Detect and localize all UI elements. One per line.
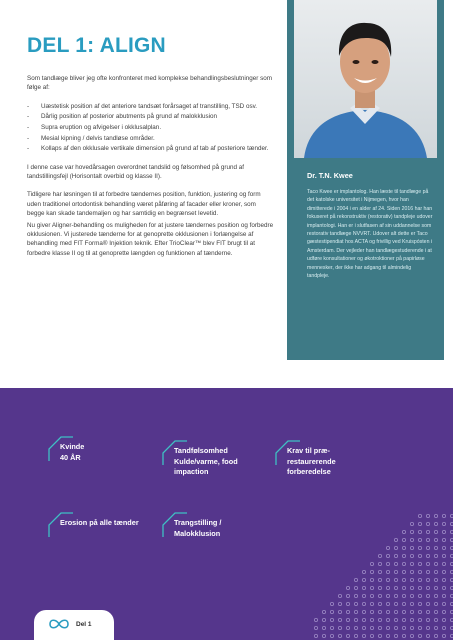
card-line: Kvinde	[60, 442, 85, 451]
card-line: Krav til præ-	[287, 446, 330, 455]
card-line: forberedelse	[287, 467, 331, 476]
list-item-text: Supra eruption og afvigelser i okklusalplan.	[41, 124, 162, 131]
case-card-crowding	[162, 518, 221, 539]
case-card-requirements	[275, 446, 336, 478]
infinity-logo-icon	[48, 618, 70, 630]
bracket-icon	[48, 436, 74, 462]
card-line: 40 ÅR	[60, 452, 81, 462]
intro-paragraph: Som tandlæge bliver jeg ofte konfronteret med komplekse behandlingsbeslutninger som følge af:	[27, 75, 273, 92]
author-sidebar	[287, 0, 444, 360]
author-bio: Taco Kwee er implantolog. Han læste til tandlæge på det katolske universitet i Nijmegen, hvor han dimitterede i 2004 i en alder af 24. Siden 2016 har han fokuseret på rekonstruktiv (restorativ) tandpleje udover implantologi. Han er i slutfasen af sin uddannelse som restorativ tandlæge NVVRT. Udover alt dette er Taco gæstestipendiat hos ACTA og frivillig ved Kruispósten i Amsterdam. Der vejleder han tandlægestuderende i at udføre konsultationer og økotroktioner på papirløse mennesker, der ikke har adgang til almindelig tandpleje.	[307, 189, 433, 280]
list-item: - Mesial kipning / delvis tandløse områder.	[27, 134, 155, 142]
main-text-column	[27, 74, 275, 267]
card-line: Malokklusion	[174, 528, 221, 538]
bracket-icon	[162, 512, 188, 538]
case-card-patient	[48, 442, 84, 463]
card-line: Erosion på alle tænder	[60, 518, 139, 527]
list-item: - Supra eruption og afvigelser i okklusalplan.	[27, 124, 162, 131]
card-line: Kulde/varme, food	[174, 456, 238, 466]
case-paragraph: I denne case var hovedårsagen overordnet tandslid og følsomhed på grund af tandstillingsfejl (Horisontalt overbid og klasse II).	[27, 163, 245, 180]
card-line: impaction	[174, 467, 209, 476]
case-card-erosion	[48, 518, 139, 529]
bracket-icon	[275, 440, 301, 466]
bracket-icon	[48, 512, 74, 538]
list-item: - Dårlig position af posterior abutments på grund af malokklusion	[27, 113, 218, 121]
card-line: Trangstilling /	[174, 518, 222, 527]
section-tab	[34, 610, 114, 640]
page-title: DEL 1: ALIGN	[27, 34, 166, 57]
list-item-text: Uæstetisk position af det anteriore tandsæt forårsaget af transtilling, TSD osv.	[41, 102, 258, 110]
aligner-paragraph: Nu giver Aligner-behandling os muligheden for at justere tændernes position og forbedre okklusionen. Vi justerede tænderne for at genoprette okklusionen i forlængelse af behandling med FIT Forma® Injektion teknik. Efter TrioClear™ blev FIT brugt til at forbedre klasse II og til at genoprette længden og funktionen af tænderne.	[27, 221, 274, 257]
list-item-text: Mesial kipning / delvis tandløse områder.	[41, 134, 155, 142]
list-item: - Uæstetisk position af det anteriore tandsæt forårsaget af transtilling, TSD osv.	[27, 102, 258, 110]
section-label: Del 1	[76, 621, 92, 628]
list-item-text: Kollaps af den okklusale vertikale dimension på grund af tab af posteriore tænder.	[41, 145, 269, 153]
author-photo	[294, 0, 437, 158]
author-name: Dr. T.N. Kwee	[307, 171, 353, 180]
list-item: - Kollaps af den okklusale vertikale dimension på grund af tab af posteriore tænder.	[27, 145, 269, 153]
list-item-text: Dårlig position af posterior abutments på grund af malokklusion	[41, 113, 218, 121]
dot-pattern-decoration	[312, 512, 453, 640]
history-paragraph: Tidligere har løsningen til at forbedre tændernes position, funktion, justering og form uden traditionel ortodontisk behandling været påføring af facader eller kroner, som begge kan skade tandemaljen og har samtidig en begrænset levetid.	[27, 191, 261, 218]
case-card-sensitivity	[162, 446, 238, 478]
bracket-icon	[162, 440, 188, 466]
card-line: Tandfølsomhed	[174, 446, 228, 455]
card-line: restaurerende	[287, 456, 336, 466]
reason-list	[27, 102, 275, 154]
